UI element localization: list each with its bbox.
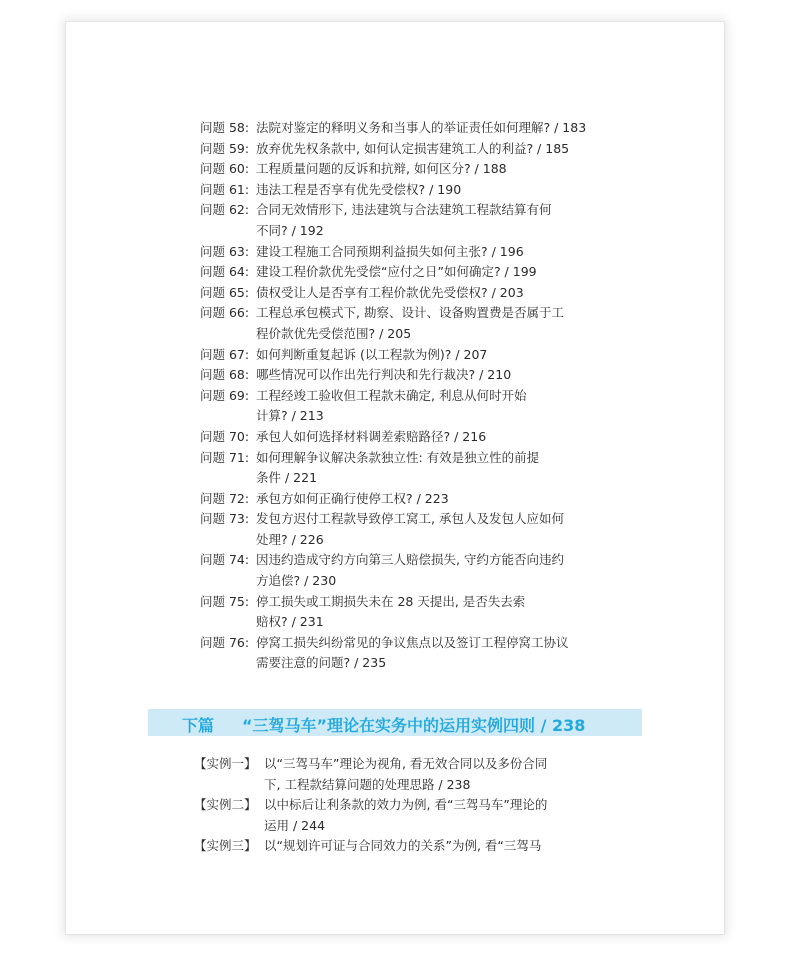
question-title: 工程总承包模式下, 勘察、设计、设备购置费是否属于工 程价款优先受偿范围? / 205 xyxy=(256,305,564,341)
question-number: 问题 73: xyxy=(200,511,250,527)
question-title: 如何判断重复起诉 (以工程款为例)? / 207 xyxy=(256,346,488,362)
case-number: 【实例三】 xyxy=(194,838,257,854)
toc-item xyxy=(200,386,620,427)
question-number: 问题 71: xyxy=(200,449,250,465)
toc-item xyxy=(200,365,620,386)
question-title: 工程质量问题的反诉和抗辩, 如何区分? / 188 xyxy=(256,161,507,177)
toc-item xyxy=(200,427,620,448)
case-number: 【实例一】 xyxy=(194,756,257,771)
table-of-contents xyxy=(200,118,620,674)
question-title: 法院对鉴定的释明义务和当事人的举证责任如何理解? / 183 xyxy=(256,120,587,135)
case-title: 以“规划许可证与合同效力的关系”为例, 看“三驾马 xyxy=(264,838,542,854)
question-title: 如何理解争议解决条款独立性: 有效是独立性的前提 条件 / 221 xyxy=(256,449,540,486)
question-number: 问题 64: xyxy=(200,264,250,280)
question-number: 问题 63: xyxy=(200,243,250,259)
question-number: 问题 69: xyxy=(200,387,250,403)
toc-item xyxy=(200,633,620,674)
question-number: 问题 76: xyxy=(200,634,250,650)
question-number: 问题 75: xyxy=(200,593,250,609)
question-number: 问题 74: xyxy=(200,552,250,568)
question-title: 违法工程是否享有优先受偿权? / 190 xyxy=(256,181,462,197)
question-title: 债权受让人是否享有工程价款优先受偿权? / 203 xyxy=(256,284,524,300)
toc-item xyxy=(200,180,620,201)
case-title: 以中标后让利条款的效力为例, 看“三驾马车”理论的 运用 / 244 xyxy=(264,797,548,833)
toc-item xyxy=(200,550,620,591)
toc-item xyxy=(200,242,620,263)
case-item xyxy=(194,795,624,836)
case-list xyxy=(194,754,624,857)
question-number: 问题 58: xyxy=(200,120,250,135)
question-title: 承包方如何正确行使停工权? / 223 xyxy=(256,490,449,506)
toc-item xyxy=(200,283,620,304)
case-item xyxy=(194,836,624,857)
section-banner xyxy=(148,709,642,736)
toc-item xyxy=(200,592,620,633)
question-number: 问题 68: xyxy=(200,367,250,383)
question-number: 问题 72: xyxy=(200,490,250,506)
question-title: 工程经竣工验收但工程款未确定, 利息从何时开始 计算? / 213 xyxy=(256,387,527,424)
toc-item xyxy=(200,159,620,180)
toc-item xyxy=(200,303,620,344)
question-number: 问题 61: xyxy=(200,181,250,197)
question-number: 问题 65: xyxy=(200,284,250,300)
case-title: 以“三驾马车”理论为视角, 看无效合同以及多份合同 下, 工程款结算问题的处理思路 / 238 xyxy=(264,756,548,792)
question-number: 问题 66: xyxy=(200,305,250,321)
toc-item xyxy=(200,509,620,550)
toc-item xyxy=(200,262,620,283)
toc-item xyxy=(200,489,620,510)
case-item xyxy=(194,754,624,795)
toc-item xyxy=(200,200,620,241)
book-page xyxy=(66,22,724,934)
question-title: 停工损失或工期损失未在 28 天提出, 是否失去索 赔权? / 231 xyxy=(256,593,526,630)
question-title: 承包人如何选择材料调差索赔路径? / 216 xyxy=(256,428,487,444)
toc-item xyxy=(200,448,620,489)
toc-item xyxy=(200,139,620,160)
question-number: 问题 67: xyxy=(200,346,250,362)
question-title: 合同无效情形下, 违法建筑与合法建筑工程款结算有何 不同? / 192 xyxy=(256,202,552,238)
question-title: 建设工程施工合同预期利益损失如何主张? / 196 xyxy=(256,243,524,259)
question-number: 问题 70: xyxy=(200,428,250,444)
question-title: 因违约造成守约方向第三人赔偿损失, 守约方能否向违约 方追偿? / 230 xyxy=(256,552,564,589)
section-label: 下篇 xyxy=(182,716,215,735)
section-title: “三驾马车”理论在实务中的运用实例四则 / 238 xyxy=(242,716,586,735)
question-number: 问题 59: xyxy=(200,140,250,156)
toc-item xyxy=(200,118,620,139)
question-title: 建设工程价款优先受偿“应付之日”如何确定? / 199 xyxy=(256,264,537,280)
toc-item xyxy=(200,345,620,366)
question-title: 发包方迟付工程款导致停工窝工, 承包人及发包人应如何 处理? / 226 xyxy=(256,511,564,547)
case-number: 【实例二】 xyxy=(194,797,257,813)
question-number: 问题 62: xyxy=(200,202,250,218)
question-title: 放弃优先权条款中, 如何认定损害建筑工人的利益? / 185 xyxy=(256,140,570,156)
question-title: 停窝工损失纠纷常见的争议焦点以及签订工程停窝工协议 需要注意的问题? / 235 xyxy=(256,634,569,671)
question-title: 哪些情况可以作出先行判决和先行裁决? / 210 xyxy=(256,367,512,383)
question-number: 问题 60: xyxy=(200,161,250,177)
